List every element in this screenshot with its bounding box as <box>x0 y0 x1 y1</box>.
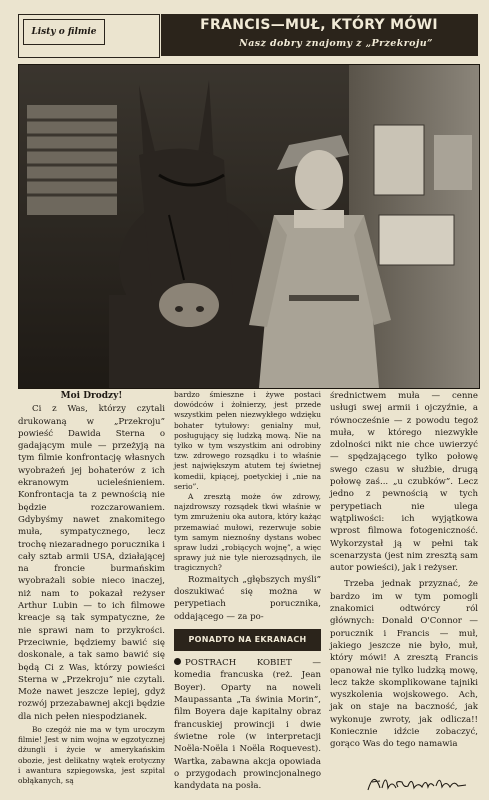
greeting: Moi Drodzy! <box>60 391 123 401</box>
article-paragraph: Rozmaitych „głębszych myśli” doszukiwać się można w perypetiach porucznika, oddającego — za po- <box>174 574 321 622</box>
article-title: FRANCIS—MUŁ, KTÓRY MÓWI <box>200 17 438 33</box>
article-column-2 <box>174 390 321 792</box>
film-still-illustration <box>19 65 479 388</box>
article-paragraph-small: Bo czegóż nie ma w tym uroczym filmie! Jest w nim wojna w egzotycznej dżungli i życie w amerykańskim obozie, jest delikatny wątek erotyczny i awantura szpiegowska, jest szpital obłąkanych, są <box>18 725 165 786</box>
magazine-page <box>18 8 478 794</box>
sidebar-item <box>174 657 321 792</box>
sidebar-box-title: PONADTO NA EKRANACH <box>174 629 321 651</box>
sidebar-item-text: POSTRACH KOBIET — komedia francuska (reż. Jean Boyer). Oparty na noweli Maupassanta „Ta świnia Morin”, film Boyera daje kapitalny obraz francuskiej prowincji i dwie świetne role (w interpretacji Noëla-Noëla i Noëla Roquevest). Wartka, zabawna akcja opowiada o przygodach prowincjonalnego kandydata na posła. <box>174 658 321 792</box>
section-label: Listy o filmie <box>23 19 105 45</box>
signature <box>364 768 474 794</box>
signature-drawing <box>364 768 474 794</box>
article-paragraph: Trzeba jednak przyznać, że bardzo im w tym pomogli znakomici odtwórcy ról głównych: Donald O'Connor — porucznik i Francis — muł, jakiego jeszcze nie było, muł, który mówi! A zresztą Francis opanował nie tylko ludzką mowę, lecz także skomplikowane tajniki wyszkolenia wojskowego. Ach, jak on staje na baczność, jak wykonuje zwroty, jak odlicza!! Koniecznie idźcie zobaczyć, gorąco Was do tego namawia <box>330 579 478 750</box>
article-column-1 <box>18 390 165 786</box>
article-paragraph-small: A zresztą może ów zdrowy, najzdrowszy rozsądek tkwi właśnie w tym zmrużeniu oka autora, który każąc przemawiać mułowi, rezerwuje sobie tym samym nieznośny dystans wobec spraw ludzi „robiących wojnę”, a więc sprawy już nie tyle nierozsądnych, ile tragicznych? <box>174 492 321 573</box>
bullet-icon <box>174 658 181 665</box>
film-still-photo <box>18 64 480 389</box>
article-subtitle: Nasz dobry znajomy z „Przekroju” <box>239 38 433 49</box>
article-paragraph: Ci z Was, którzy czytali drukowaną w „Przekroju” powieść Dawida Sterna o gadającym mule — przeżyją na tym filmie konfrontację własnych wyobrażeń jej bohaterów z ich ekranowym ucieleśnieniem. Konfrontacja ta z pewnością nie będzie rozczarowaniem. Gdybyśmy nawet znakomitego muła, sympatycznego, lecz trochę niezaradnego porucznika i cały sztab armii USA, działającej na froncie burmańskim wyobrażali sobie nieco inaczej, niż nam to pokazał reżyser Arthur Lubin — to ich filmowe kreacje są tak sympatyczne, że nie sprawi nam to przykrości. Przeciwnie, będziemy bawić się doskonale, a tak samo bawić się będą Ci z Was, którzy powieści Sterna w „Przekroju” nie czytali. Może nawet jeszcze lepiej, gdyż rozwój przezabawnej akcji będzie dla nich pełen niespodzianek. <box>18 404 165 722</box>
article-paragraph-small: bardzo śmieszne i żywe postaci dowódców i żołnierzy, jest przede wszystkim pełen niezwykłego wdzięku bohater tytułowy: genialny muł, posługujący się ludzką mową. Nie na tylko w tym wszystkim ani odrobiny tzw. zdrowego rozsądku i to właśnie jest największym atutem tej świetnej komedii, kpiącej, poetyckiej i „nie na serio”. <box>174 390 321 491</box>
title-banner <box>161 14 478 56</box>
section-rubric <box>18 14 160 58</box>
article-paragraph: średnictwem muła — cenne usługi swej armii i ojczyźnie, a równocześnie — z powodu tegoż muła, w którego niezwykłe zdolności nikt nie chce uwierzyć — spędzającego tylko połowę swego czasu w służbie, drugą połowę zaś... „u czubków”. Lecz jedno z pewnością w tych perypetiach nie ulega wątpliwości: ich wyjątkowa wprost filmowa fotogeniczność. Wykorzystał ją w pełni tak scenarzysta (jest nim zresztą sam autor powieści), jak i reżyser. <box>330 391 478 574</box>
article-column-3 <box>330 390 478 751</box>
